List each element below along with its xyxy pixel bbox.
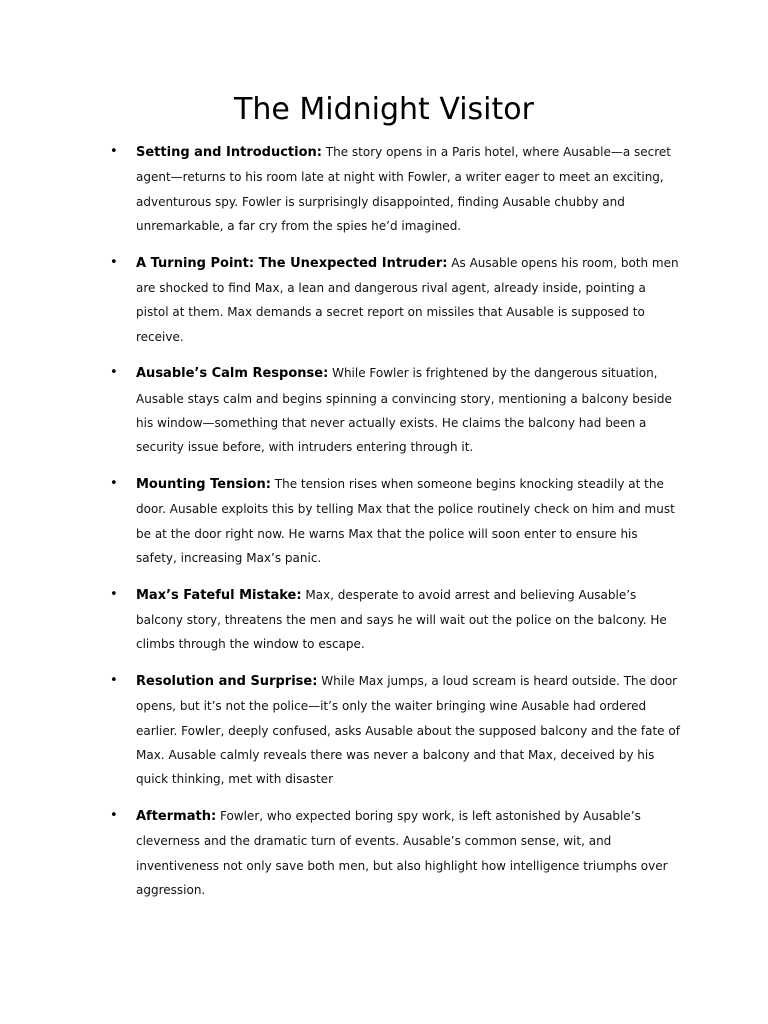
list-item: • Setting and Introduction: The story opens in a Paris hotel, where Ausable—a secret agent—returns to his room late at night with Fowler, a writer eager to meet an exciting, adventurous spy. Fowler is surprisingly disappointed, finding Ausable chubby and unremarkable, a far cry from the spies he’d imagined. — [0, 140, 681, 239]
document-title: The Midnight Visitor — [234, 92, 534, 127]
bullet-icon: • — [110, 254, 118, 270]
bullet-heading: Ausable’s Calm Response — [136, 366, 324, 382]
bullet-heading: A Turning Point: The Unexpected Intruder — [136, 255, 443, 271]
bullet-heading: Mounting Tension — [136, 476, 266, 492]
bullet-heading: Max’s Fateful Mistake — [136, 587, 297, 603]
list-item: • A Turning Point: The Unexpected Intruder: As Ausable opens his room, both men are shocked to find Max, a lean and dangerous rival agent, already inside, pointing a pistol at them. Max demands a secret report on missiles that Ausable is supposed to receive. — [0, 251, 681, 350]
list-item: • Max’s Fateful Mistake: Max, desperate to avoid arrest and believing Ausable’s balcony story, threatens the men and says he will wait out the police on the balcony. He climbs through the window to escape. — [0, 583, 681, 657]
bullet-heading: Setting and Introduction — [136, 145, 317, 160]
list-item: • Aftermath: Fowler, who expected boring spy work, is left astonished by Ausable’s cleverness and the dramatic turn of events. Ausable’s common sense, wit, and inventiveness not only save both men, but also highlight how intelligence triumphs over aggression. — [0, 804, 681, 903]
bullet-icon: • — [110, 807, 118, 823]
bullet-heading: Resolution and Surprise — [136, 673, 313, 689]
list-item: • Ausable’s Calm Response: While Fowler is frightened by the dangerous situation, Ausable stays calm and begins spinning a convincing story, mentioning a balcony beside his window—something that never actually exists. He claims the balcony had been a security issue before, with intruders entering through it. — [0, 361, 681, 460]
list-item: • Resolution and Surprise: While Max jumps, a loud scream is heard outside. The door opens, but it’s not the police—it’s only the waiter bringing wine Ausable had ordered earlier. Fowler, deeply confused, asks Ausable about the supposed balcony and the fate of Max. Ausable calmly reveals there was never a balcony and that Max, deceived by his quick thinking, met with disaster — [0, 669, 681, 792]
bullet-text: Max, desperate to avoid arrest and believing Ausable’s balcony story, threatens the men and says he will wait out the police on the balcony. He climbs through the window to escape. — [136, 587, 667, 652]
bullet-text: Fowler, who expected boring spy work, is left astonished by Ausable’s cleverness and the dramatic turn of events. Ausable’s common sense, wit, and inventiveness not only save both men, but also highlight how intelligence triumphs over aggression. — [136, 808, 668, 897]
summary-bullet-list — [0, 140, 768, 914]
list-item: • Mounting Tension: The tension rises when someone begins knocking steadily at the door. Ausable exploits this by telling Max that the police routinely check on him and must be at the door right now. He warns Max that the police will soon enter to ensure his safety, increasing Max’s panic. — [0, 472, 681, 571]
bullet-icon: • — [110, 475, 118, 491]
bullet-text: While Fowler is frightened by the dangerous situation, Ausable stays calm and begins spinning a convincing story, mentioning a balcony beside his window—something that never actually exists. He claims the balcony had been a security issue before, with intruders entering through it. — [136, 366, 672, 455]
bullet-text: The story opens in a Paris hotel, where Ausable—a secret agent—returns to his room late at night with Fowler, a writer eager to meet an exciting, adventurous spy. Fowler is surprisingly disappointed, finding Ausable chubby and unremarkable, a far cry from the spies he’d imagined. — [136, 145, 671, 234]
bullet-text: While Max jumps, a loud scream is heard outside. The door opens, but it’s not the police—it’s only the waiter bringing wine Ausable had ordered earlier. Fowler, deeply confused, asks Ausable about the supposed balcony and the fate of Max. Ausable calmly reveals there was never a balcony and that Max, deceived by his quick thinking, met with disaster — [136, 673, 680, 787]
bullet-heading: Aftermath — [136, 808, 211, 824]
bullet-text: As Ausable opens his room, both men are shocked to find Max, a lean and dangerous rival agent, already inside, pointing a pistol at them. Max demands a secret report on missiles that Ausable is supposed to receive. — [136, 255, 679, 344]
bullet-icon: • — [110, 365, 118, 381]
bullet-icon: • — [110, 144, 118, 159]
bullet-icon: • — [110, 586, 118, 602]
bullet-text: The tension rises when someone begins knocking steadily at the door. Ausable exploits this by telling Max that the police routinely check on him and must be at the door right now. He warns Max that the police will soon enter to ensure his safety, increasing Max’s panic. — [136, 476, 675, 566]
bullet-icon: • — [110, 672, 118, 688]
